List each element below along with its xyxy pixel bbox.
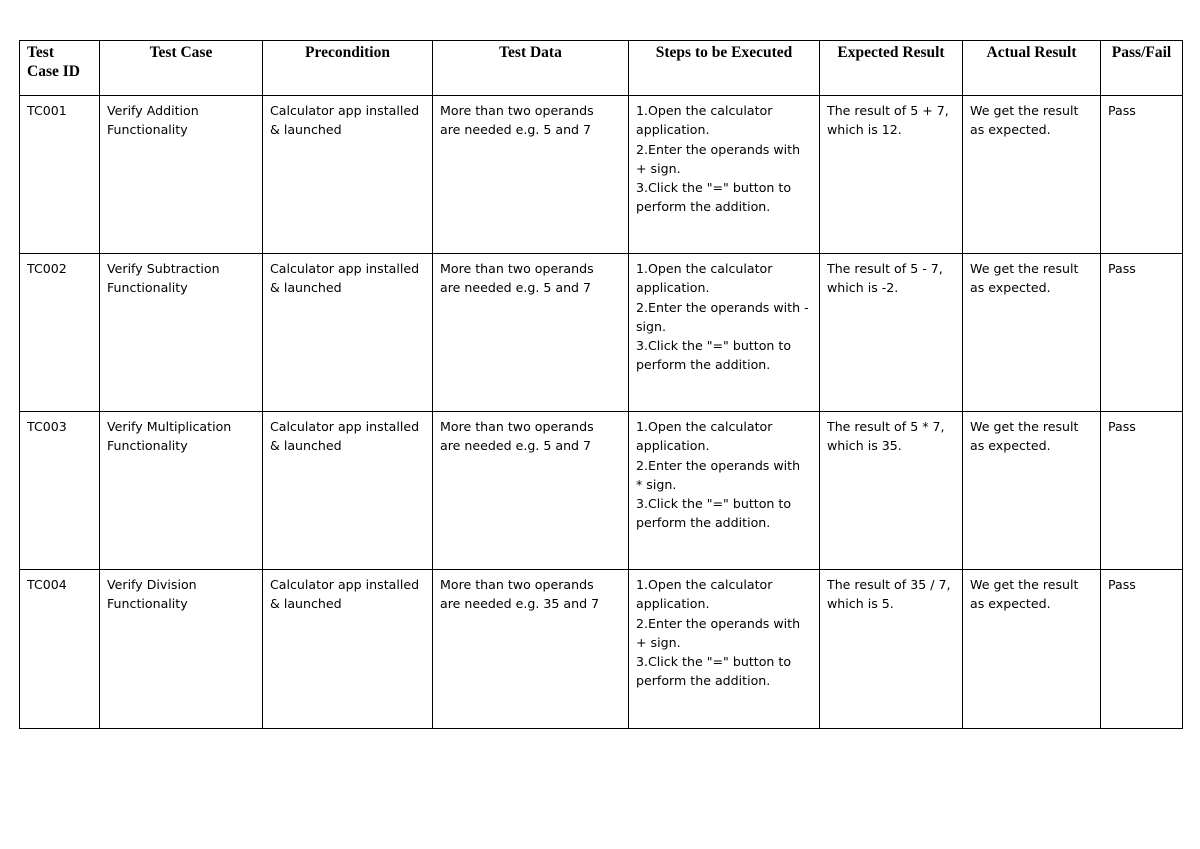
- cell-precondition: [263, 570, 433, 729]
- cell-precondition-line: Calculator app installed: [270, 103, 420, 118]
- cell-steps-line: 2.Enter the operands with: [636, 615, 801, 631]
- cell-precondition-line: & launched: [270, 596, 342, 612]
- cell-actual-result: [963, 254, 1101, 412]
- cell-pass-fail: Pass: [1101, 570, 1183, 729]
- cell-steps-line: 3.Click the "=" button to: [636, 496, 792, 512]
- header-steps: Steps to be Executed: [629, 41, 820, 96]
- header-actual-result: Actual Result: [963, 41, 1101, 96]
- cell-steps-line: 3.Click the "=" button to: [636, 338, 792, 354]
- cell-precondition: [263, 96, 433, 254]
- cell-expected-result-line: The result of 5 + 7,: [827, 103, 949, 118]
- cell-test-case-line: Verify Subtraction: [107, 261, 220, 276]
- cell-precondition: [263, 412, 433, 570]
- cell-expected-result-line: which is 12.: [827, 122, 902, 138]
- cell-test-data-line: are needed e.g. 5 and 7: [440, 122, 592, 138]
- cell-steps-line: application.: [636, 122, 710, 138]
- cell-actual-result: [963, 570, 1101, 729]
- cell-test-data-line: More than two operands: [440, 261, 594, 276]
- table-row: [20, 254, 1183, 412]
- cell-expected-result: [820, 570, 963, 729]
- cell-precondition: [263, 254, 433, 412]
- cell-test-case-line: Functionality: [107, 122, 188, 138]
- cell-steps-line: + sign.: [636, 160, 681, 176]
- cell-test-case: [100, 412, 263, 570]
- cell-test-data: [433, 570, 629, 729]
- cell-steps-line: 2.Enter the operands with: [636, 457, 801, 473]
- cell-precondition-line: Calculator app installed: [270, 419, 420, 434]
- cell-steps-line: perform the addition.: [636, 673, 771, 689]
- header-test-data: Test Data: [433, 41, 629, 96]
- cell-precondition-line: & launched: [270, 438, 342, 454]
- cell-steps-line: sign.: [636, 318, 667, 334]
- cell-actual-result-line: We get the result: [970, 419, 1079, 434]
- cell-steps-line: perform the addition.: [636, 357, 771, 373]
- cell-actual-result-line: as expected.: [970, 122, 1051, 138]
- cell-test-case: [100, 254, 263, 412]
- cell-test-case-line: Functionality: [107, 280, 188, 296]
- header-test-case: Test Case: [100, 41, 263, 96]
- cell-steps: [629, 254, 820, 412]
- table-row: [20, 96, 1183, 254]
- cell-pass-fail: Pass: [1101, 96, 1183, 254]
- header-precondition: Precondition: [263, 41, 433, 96]
- table-row: [20, 570, 1183, 729]
- cell-steps-line: 1.Open the calculator: [636, 261, 773, 276]
- cell-test-case: [100, 96, 263, 254]
- cell-expected-result-line: The result of 35 / 7,: [827, 577, 951, 592]
- cell-test-data: [433, 254, 629, 412]
- cell-steps-line: 1.Open the calculator: [636, 103, 773, 118]
- cell-steps: [629, 570, 820, 729]
- cell-actual-result-line: We get the result: [970, 577, 1079, 592]
- cell-test-data: [433, 96, 629, 254]
- cell-steps-line: 3.Click the "=" button to: [636, 180, 792, 196]
- cell-steps-line: application.: [636, 438, 710, 454]
- cell-steps-line: 1.Open the calculator: [636, 419, 773, 434]
- cell-test-case-id: TC002: [20, 254, 100, 412]
- cell-steps-line: * sign.: [636, 476, 677, 492]
- cell-steps: [629, 412, 820, 570]
- cell-expected-result-line: The result of 5 * 7,: [827, 419, 945, 434]
- cell-test-data: [433, 412, 629, 570]
- cell-steps: [629, 96, 820, 254]
- cell-steps-line: + sign.: [636, 634, 681, 650]
- header-row: [20, 41, 1183, 96]
- table-row: [20, 412, 1183, 570]
- cell-test-data-line: are needed e.g. 5 and 7: [440, 438, 592, 454]
- cell-precondition-line: & launched: [270, 280, 342, 296]
- cell-steps-line: 1.Open the calculator: [636, 577, 773, 592]
- cell-steps-line: perform the addition.: [636, 199, 771, 215]
- cell-steps-line: application.: [636, 280, 710, 296]
- cell-test-case-line: Verify Multiplication: [107, 419, 232, 434]
- cell-test-data-line: More than two operands: [440, 103, 594, 118]
- cell-actual-result-line: as expected.: [970, 596, 1051, 612]
- cell-steps-line: 2.Enter the operands with -: [636, 299, 809, 315]
- header-expected-result: Expected Result: [820, 41, 963, 96]
- cell-test-data-line: are needed e.g. 35 and 7: [440, 596, 600, 612]
- test-case-table: [19, 40, 1183, 729]
- cell-actual-result-line: as expected.: [970, 438, 1051, 454]
- cell-expected-result-line: which is -2.: [827, 280, 899, 296]
- cell-test-case-id: TC003: [20, 412, 100, 570]
- cell-precondition-line: Calculator app installed: [270, 261, 420, 276]
- cell-pass-fail: Pass: [1101, 254, 1183, 412]
- cell-actual-result: [963, 96, 1101, 254]
- cell-test-case-line: Functionality: [107, 438, 188, 454]
- cell-test-case-line: Functionality: [107, 596, 188, 612]
- cell-test-data-line: More than two operands: [440, 419, 594, 434]
- cell-test-case-id: TC004: [20, 570, 100, 729]
- cell-expected-result-line: which is 5.: [827, 596, 894, 612]
- cell-actual-result-line: as expected.: [970, 280, 1051, 296]
- cell-steps-line: application.: [636, 596, 710, 612]
- cell-pass-fail: Pass: [1101, 412, 1183, 570]
- cell-expected-result: [820, 96, 963, 254]
- cell-test-data-line: are needed e.g. 5 and 7: [440, 280, 592, 296]
- header-test-case-id: Test Case ID: [20, 41, 100, 96]
- cell-test-case-line: Verify Addition: [107, 103, 199, 118]
- cell-steps-line: 2.Enter the operands with: [636, 141, 801, 157]
- cell-precondition-line: & launched: [270, 122, 342, 138]
- cell-expected-result-line: which is 35.: [827, 438, 902, 454]
- cell-test-case-id: TC001: [20, 96, 100, 254]
- cell-precondition-line: Calculator app installed: [270, 577, 420, 592]
- header-pass-fail: Pass/Fail: [1101, 41, 1183, 96]
- cell-test-case-line: Verify Division: [107, 577, 197, 592]
- cell-expected-result: [820, 412, 963, 570]
- cell-steps-line: perform the addition.: [636, 515, 771, 531]
- cell-expected-result-line: The result of 5 - 7,: [827, 261, 943, 276]
- cell-test-case: [100, 570, 263, 729]
- cell-actual-result-line: We get the result: [970, 261, 1079, 276]
- cell-actual-result-line: We get the result: [970, 103, 1079, 118]
- cell-test-data-line: More than two operands: [440, 577, 594, 592]
- cell-steps-line: 3.Click the "=" button to: [636, 654, 792, 670]
- cell-expected-result: [820, 254, 963, 412]
- cell-actual-result: [963, 412, 1101, 570]
